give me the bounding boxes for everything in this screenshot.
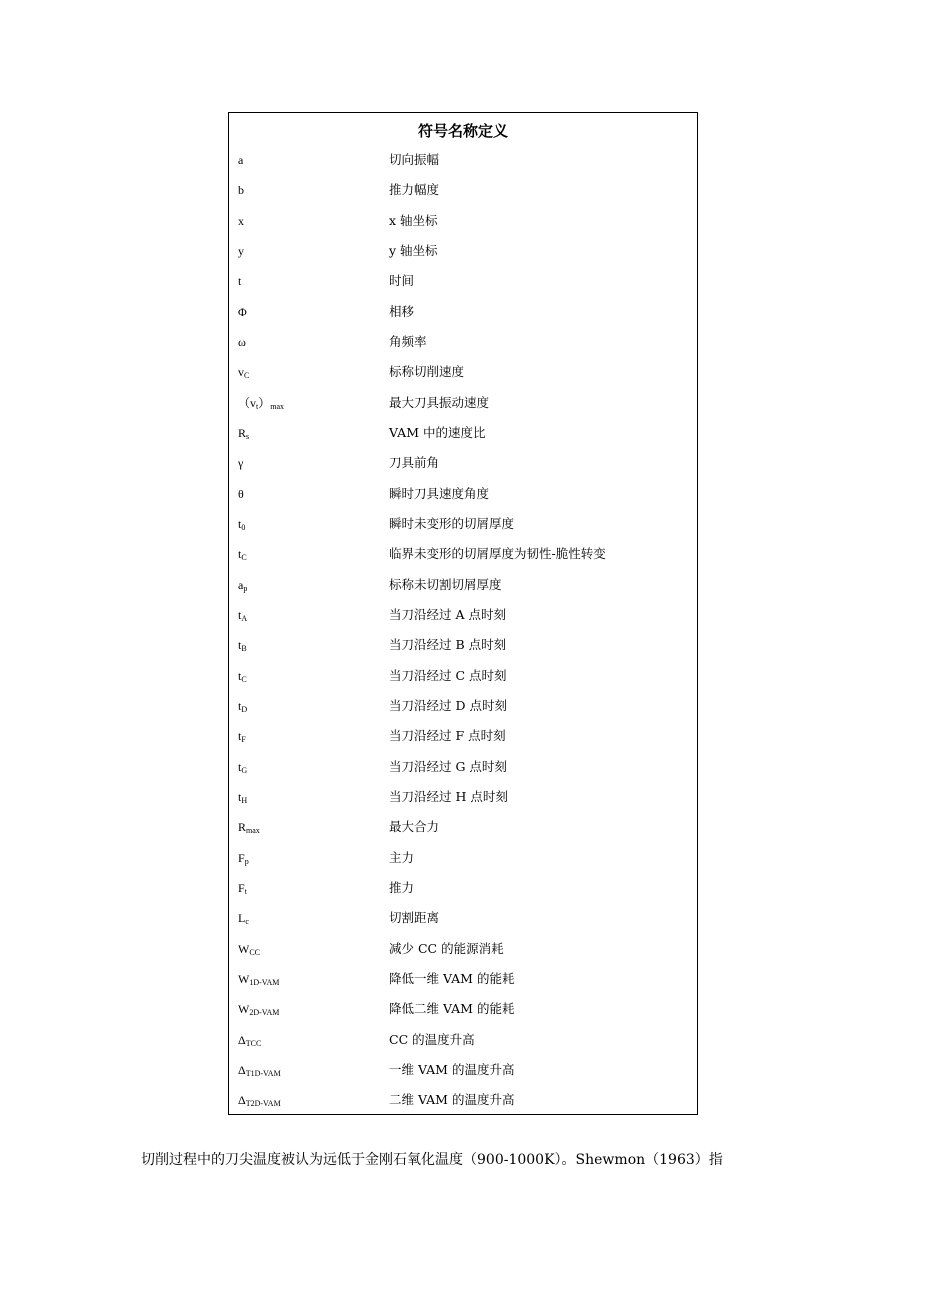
table-row [229, 751, 697, 781]
definition-cell: 当刀沿经过 F 点时刻 [389, 728, 506, 744]
definition-cell: 最大刀具振动速度 [389, 394, 490, 410]
symbol-subscript-2: max [270, 401, 285, 411]
symbol-main: t [238, 516, 242, 531]
symbol-cell [238, 972, 279, 990]
symbol-main: Δ [238, 1093, 246, 1108]
symbol-main: R [238, 425, 247, 440]
symbol-cell [238, 274, 241, 288]
table-row [229, 356, 697, 386]
symbol-main: R [238, 820, 247, 835]
definition-cell: 切割距离 [389, 910, 440, 926]
definition-cell: 降低二维 VAM 的能耗 [389, 1001, 515, 1017]
symbol-cell [238, 335, 246, 349]
symbol-main-2: ） [258, 395, 271, 410]
definition-cell: 当刀沿经过 B 点时刻 [389, 637, 507, 653]
symbol-subscript: 2D-VAM [249, 1008, 280, 1018]
symbol-main: t [238, 607, 242, 622]
symbol-cell [238, 729, 246, 747]
table-row [229, 296, 697, 326]
symbol-subscript: p [243, 583, 248, 593]
table-row [229, 205, 697, 235]
symbol-main: t [238, 668, 242, 683]
table-row [229, 265, 697, 295]
symbol-cell [238, 426, 249, 444]
symbol-cell [238, 244, 244, 258]
definition-cell: 标称未切割切屑厚度 [389, 576, 502, 592]
symbol-main: θ [238, 486, 244, 501]
definition-cell: 瞬时未变形的切屑厚度 [389, 515, 515, 531]
symbol-cell [238, 881, 247, 899]
definition-cell: 当刀沿经过 H 点时刻 [389, 788, 508, 804]
definition-cell: 二维 VAM 的温度升高 [389, 1092, 515, 1108]
table-row [229, 144, 697, 174]
symbol-main: γ [238, 456, 244, 471]
symbol-cell [238, 1033, 261, 1051]
table-row [229, 447, 697, 477]
definition-cell: 标称切削速度 [389, 364, 465, 380]
symbol-subscript: T1D-VAM [245, 1068, 281, 1078]
table-row [229, 993, 697, 1023]
symbol-subscript: s [246, 431, 250, 441]
definition-cell: 推力 [389, 879, 415, 895]
table-row [229, 660, 697, 690]
table-row [229, 690, 697, 720]
symbol-cell [238, 1002, 279, 1020]
symbol-cell [238, 1093, 281, 1111]
definition-cell: 主力 [389, 849, 415, 865]
symbol-cell [238, 608, 247, 626]
definition-cell: y 轴坐标 [389, 242, 438, 258]
symbol-subscript: c [245, 917, 249, 927]
table-row [229, 417, 697, 447]
symbol-subscript: t [244, 886, 247, 896]
symbol-main: Φ [238, 304, 247, 319]
symbol-cell [238, 638, 247, 656]
symbol-subscript: t [256, 401, 259, 411]
definition-cell: 推力幅度 [389, 182, 440, 198]
symbol-cell [238, 911, 249, 929]
symbol-cell [238, 517, 245, 535]
symbol-cell [238, 214, 244, 228]
symbol-main: a [238, 153, 244, 167]
table-row [229, 629, 697, 659]
table-row [229, 326, 697, 356]
symbol-subscript: 0 [241, 522, 246, 532]
symbol-cell [238, 487, 244, 501]
symbol-subscript: F [241, 735, 246, 745]
symbol-subscript: max [246, 826, 260, 836]
symbol-main: b [238, 183, 244, 198]
table-row [229, 811, 697, 841]
table-row [229, 933, 697, 963]
table-row [229, 1024, 697, 1054]
table-row [229, 478, 697, 508]
definition-cell: 一维 VAM 的温度升高 [389, 1061, 515, 1077]
symbol-main: t [238, 274, 242, 289]
definition-cell: CC 的温度升高 [389, 1031, 475, 1047]
table-row [229, 235, 697, 265]
symbol-subscript: 1D-VAM [249, 977, 280, 987]
symbol-main: W [238, 941, 250, 956]
definition-cell: 刀具前角 [389, 455, 440, 471]
symbol-cell [238, 396, 284, 414]
definition-cell: VAM 中的速度比 [389, 424, 486, 440]
table-row [229, 1084, 697, 1114]
table-row [229, 508, 697, 538]
table-row [229, 872, 697, 902]
definition-cell: 角频率 [389, 333, 427, 349]
symbol-subscript: p [244, 856, 249, 866]
table-title: 符号名称定义 [417, 122, 508, 140]
symbol-cell [238, 1063, 281, 1081]
table-row [229, 720, 697, 750]
symbol-cell [238, 760, 247, 778]
definition-cell: 当刀沿经过 A 点时刻 [389, 606, 506, 622]
symbol-main: t [238, 759, 242, 774]
table-rows [229, 144, 697, 1115]
symbol-main: a [238, 577, 244, 592]
table-row [229, 599, 697, 629]
symbol-cell [238, 942, 260, 960]
symbol-subscript: TCC [245, 1038, 262, 1048]
symbol-cell [238, 456, 243, 470]
symbol-main: x [238, 213, 244, 228]
definition-cell: 切向振幅 [389, 152, 440, 167]
definition-cell: 瞬时刀具速度角度 [389, 485, 490, 501]
symbol-main: t [238, 638, 242, 653]
table-row [229, 569, 697, 599]
symbol-main: t [238, 698, 242, 713]
symbol-main: W [238, 971, 250, 986]
symbol-cell [238, 153, 243, 167]
symbol-subscript: B [241, 644, 247, 654]
symbol-subscript: T2D-VAM [245, 1099, 281, 1109]
symbol-cell [238, 183, 244, 197]
symbol-main: t [238, 729, 242, 744]
table-row [229, 387, 697, 417]
table-row [229, 842, 697, 872]
definition-cell: 当刀沿经过 G 点时刻 [389, 758, 507, 774]
symbol-main: （v [238, 395, 257, 410]
definition-cell: 临界未变形的切屑厚度为韧性-脆性转变 [389, 546, 606, 562]
symbol-cell [238, 547, 247, 565]
symbol-cell [238, 365, 249, 383]
table-row [229, 174, 697, 204]
symbol-table [228, 112, 698, 1115]
symbol-cell [238, 851, 249, 869]
symbol-main: y [238, 243, 244, 258]
symbol-subscript: A [241, 613, 248, 623]
symbol-subscript: C [244, 371, 250, 381]
table-row [229, 963, 697, 993]
symbol-main: F [238, 850, 245, 865]
symbol-main: Δ [238, 1032, 246, 1047]
symbol-subscript: C [241, 553, 247, 563]
symbol-cell [238, 790, 247, 808]
symbol-subscript: CC [249, 947, 260, 957]
symbol-main: L [238, 911, 246, 926]
table-row [229, 1054, 697, 1084]
definition-cell: 降低一维 VAM 的能耗 [389, 970, 515, 986]
symbol-main: v [238, 365, 244, 380]
symbol-subscript: G [241, 765, 248, 775]
table-row [229, 538, 697, 568]
symbol-subscript: D [241, 704, 248, 714]
definition-cell: x 轴坐标 [389, 212, 438, 228]
body-paragraph: 切削过程中的刀尖温度被认为远低于金刚石氧化温度（900-1000K）。Shewmon（1963）指 [141, 1152, 723, 1168]
symbol-cell [238, 669, 247, 687]
symbol-main: ω [238, 334, 246, 349]
symbol-cell [238, 305, 247, 319]
symbol-subscript: C [241, 674, 247, 684]
table-row [229, 902, 697, 932]
symbol-main: W [238, 1002, 250, 1017]
symbol-cell [238, 820, 260, 838]
symbol-cell [238, 578, 247, 596]
symbol-main: Δ [238, 1062, 246, 1077]
symbol-cell [238, 699, 247, 717]
symbol-main: F [238, 880, 245, 895]
definition-cell: 时间 [389, 273, 415, 289]
symbol-main: t [238, 547, 242, 562]
definition-cell: 相移 [389, 303, 415, 319]
definition-cell: 减少 CC 的能源消耗 [389, 940, 504, 956]
definition-cell: 当刀沿经过 C 点时刻 [389, 667, 507, 683]
definition-cell: 当刀沿经过 D 点时刻 [389, 697, 507, 713]
definition-cell: 最大合力 [389, 819, 440, 835]
symbol-subscript: H [241, 795, 248, 805]
symbol-main: t [238, 789, 242, 804]
table-row [229, 781, 697, 811]
